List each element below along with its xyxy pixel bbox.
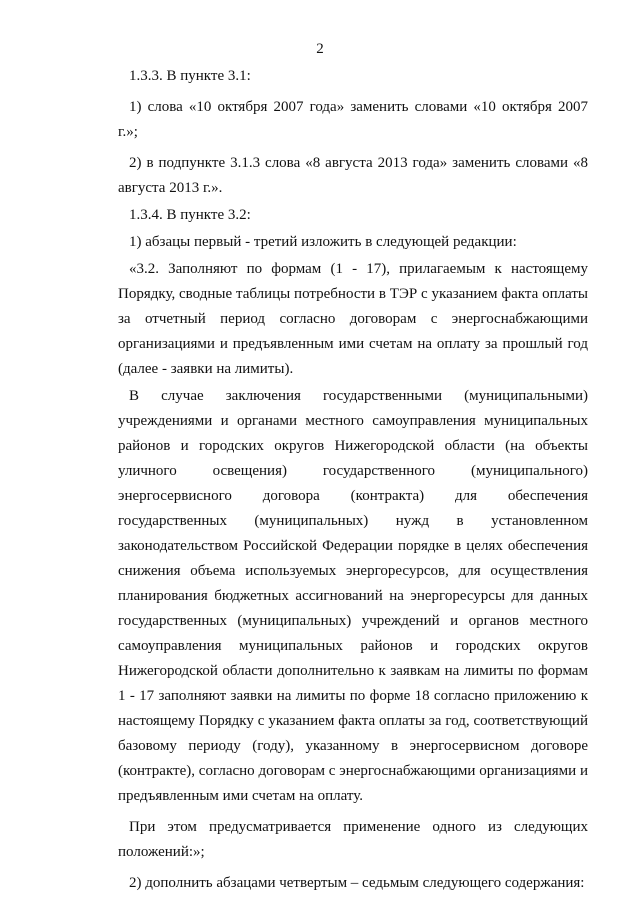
paragraph-item-2-supplement: 2) дополнить абзацами четвертым – седьмым следующего содержания: [129,875,585,891]
paragraph-item-1-words: 1) слова «10 октября 2007 года» заменить словами «10 октября 2007 г.»; [118,99,588,140]
paragraph-energy-service-contract: В случае заключения государственными (муниципальными) учреждениями и органами местного самоуправления муниципальных районов и городских округов Нижегородской области (на объекты уличного освещения) государственного (муниципального) энергосервисного договора (контракта) для обеспечения государственных (муниципальных) нужд в установленном законодательством Российской Федерации порядке в целях обеспечения снижения объема используемых энергоресурсов, для осуществления планирования бюджетных ассигнований на энергоресурсы для данных государственных (муниципальных) учреждений и органов местного самоуправления муниципальных районов и городских округов Нижегородской области дополнительно к заявкам на лимиты по формам 1 - 17 заполняют заявки на лимиты по форме 18 согласно приложению к настоящему Порядку с указанием факта оплаты за год, соответствующий базовому периоду (году), указанному в энергосервисном договоре (контракте), согласно договорам с энергоснабжающими организациями и предъявленным ими счетам на оплату. [118,388,588,804]
paragraph-3-2-forms: «3.2. Заполняют по формам (1 - 17), прилагаемым к настоящему Порядку, сводные таблицы потребности в ТЭР с указанием факта оплаты за отчетный период согласно договорам с энергоснабжающими организациями и предъявленным ими счетам на оплату за прошлый год (далее - заявки на лимиты). [118,261,588,377]
paragraph-provisions: При этом предусматривается применение одного из следующих положений:»; [118,819,588,860]
paragraph-item-1-abzacy: 1) абзацы первый - третий изложить в следующей редакции: [129,234,517,250]
page-number: 2 [316,41,324,57]
paragraph-1-3-3: 1.3.3. В пункте 3.1: [129,68,251,84]
paragraph-item-2-subclause: 2) в подпункте 3.1.3 слова «8 августа 2013 года» заменить словами «8 августа 2013 г.». [118,155,588,196]
document-body [118,64,588,896]
paragraph-1-3-4: 1.3.4. В пункте 3.2: [129,207,251,223]
